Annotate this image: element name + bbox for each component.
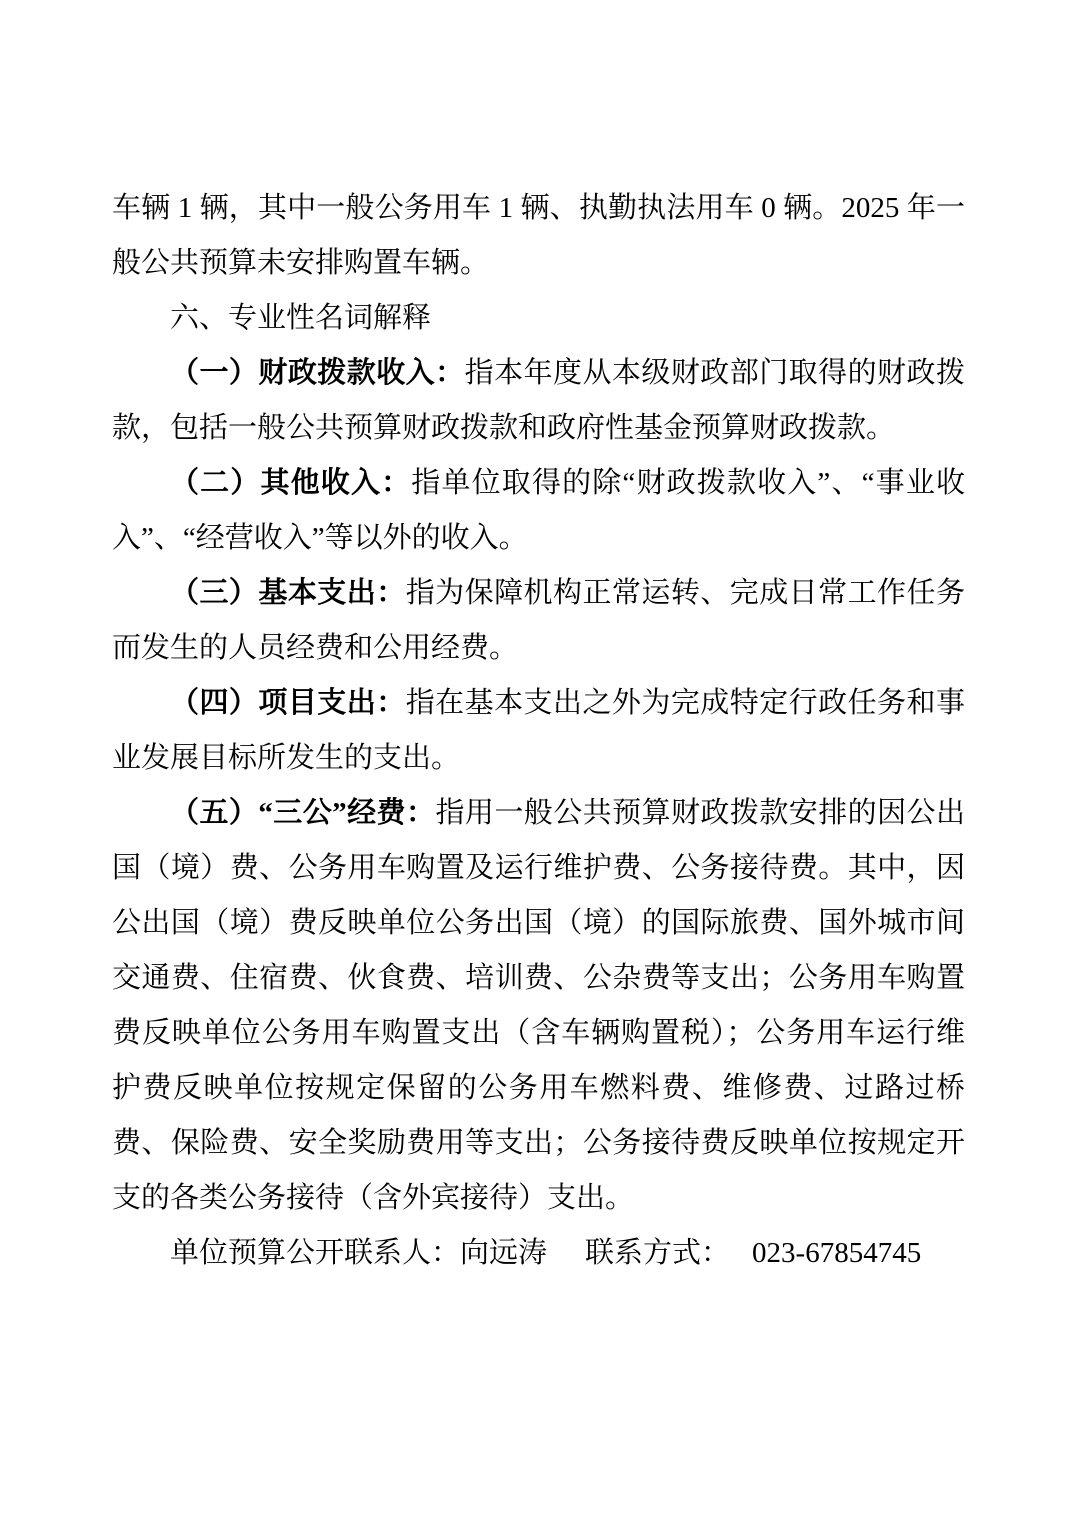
term-4-title: （四）项目支出： xyxy=(170,687,406,719)
term-1-definition: 指本年度从本级财政部门取得的财政拨款，包括一般公共预算财政拨款和政府性基金预算财政拨款。 xyxy=(112,357,965,444)
paragraph-term-project-expenditure xyxy=(112,676,965,786)
term-4-definition: 指在基本支出之外为完成特定行政任务和事业发展目标所发生的支出。 xyxy=(112,687,965,774)
contact-person-label: 单位预算公开联系人：向远涛 xyxy=(170,1237,548,1269)
contact-line xyxy=(112,1226,965,1281)
term-1-title: （一）财政拨款收入： xyxy=(170,357,465,389)
term-3-definition: 指为保障机构正常运转、完成日常工作任务而发生的人员经费和公用经费。 xyxy=(112,577,965,664)
paragraph-vehicle-summary: 车辆 1 辆，其中一般公务用车 1 辆、执勤执法用车 0 辆。2025 年一般公共预算未安排购置车辆。 xyxy=(112,192,965,279)
paragraph-term-other-income xyxy=(112,456,965,566)
term-5-title: （五）“三公”经费： xyxy=(170,797,436,829)
term-5-definition: 指用一般公共预算财政拨款安排的因公出国（境）费、公务用车购置及运行维护费、公务接待费。其中，因公出国（境）费反映单位公务出国（境）的国际旅费、国外城市间交通费、住宿费、伙食费、培训费、公杂费等支出；公务用车购置费反映单位公务用车购置支出（含车辆购置税）；公务用车运行维护费反映单位按规定保留的公务用车燃料费、维修费、过路过桥费、保险费、安全奖励费用等支出；公务接待费反映单位按规定开支的各类公务接待（含外宾接待）支出。 xyxy=(112,797,965,1214)
paragraph-term-three-public-funds xyxy=(112,786,965,1226)
term-3-title: （三）基本支出： xyxy=(170,577,406,609)
contact-phone-number: 023-67854745 xyxy=(752,1237,922,1269)
term-2-title: （二）其他收入： xyxy=(170,467,412,499)
paragraph-term-fiscal-appropriation-income xyxy=(112,346,965,456)
contact-method-label: 联系方式： xyxy=(585,1237,731,1269)
section-heading-term-definitions: 六、专业性名词解释 xyxy=(170,302,432,334)
term-2-definition: 指单位取得的除“财政拨款收入”、“事业收入”、“经营收入”等以外的收入。 xyxy=(112,467,965,554)
paragraph-term-basic-expenditure xyxy=(112,566,965,676)
